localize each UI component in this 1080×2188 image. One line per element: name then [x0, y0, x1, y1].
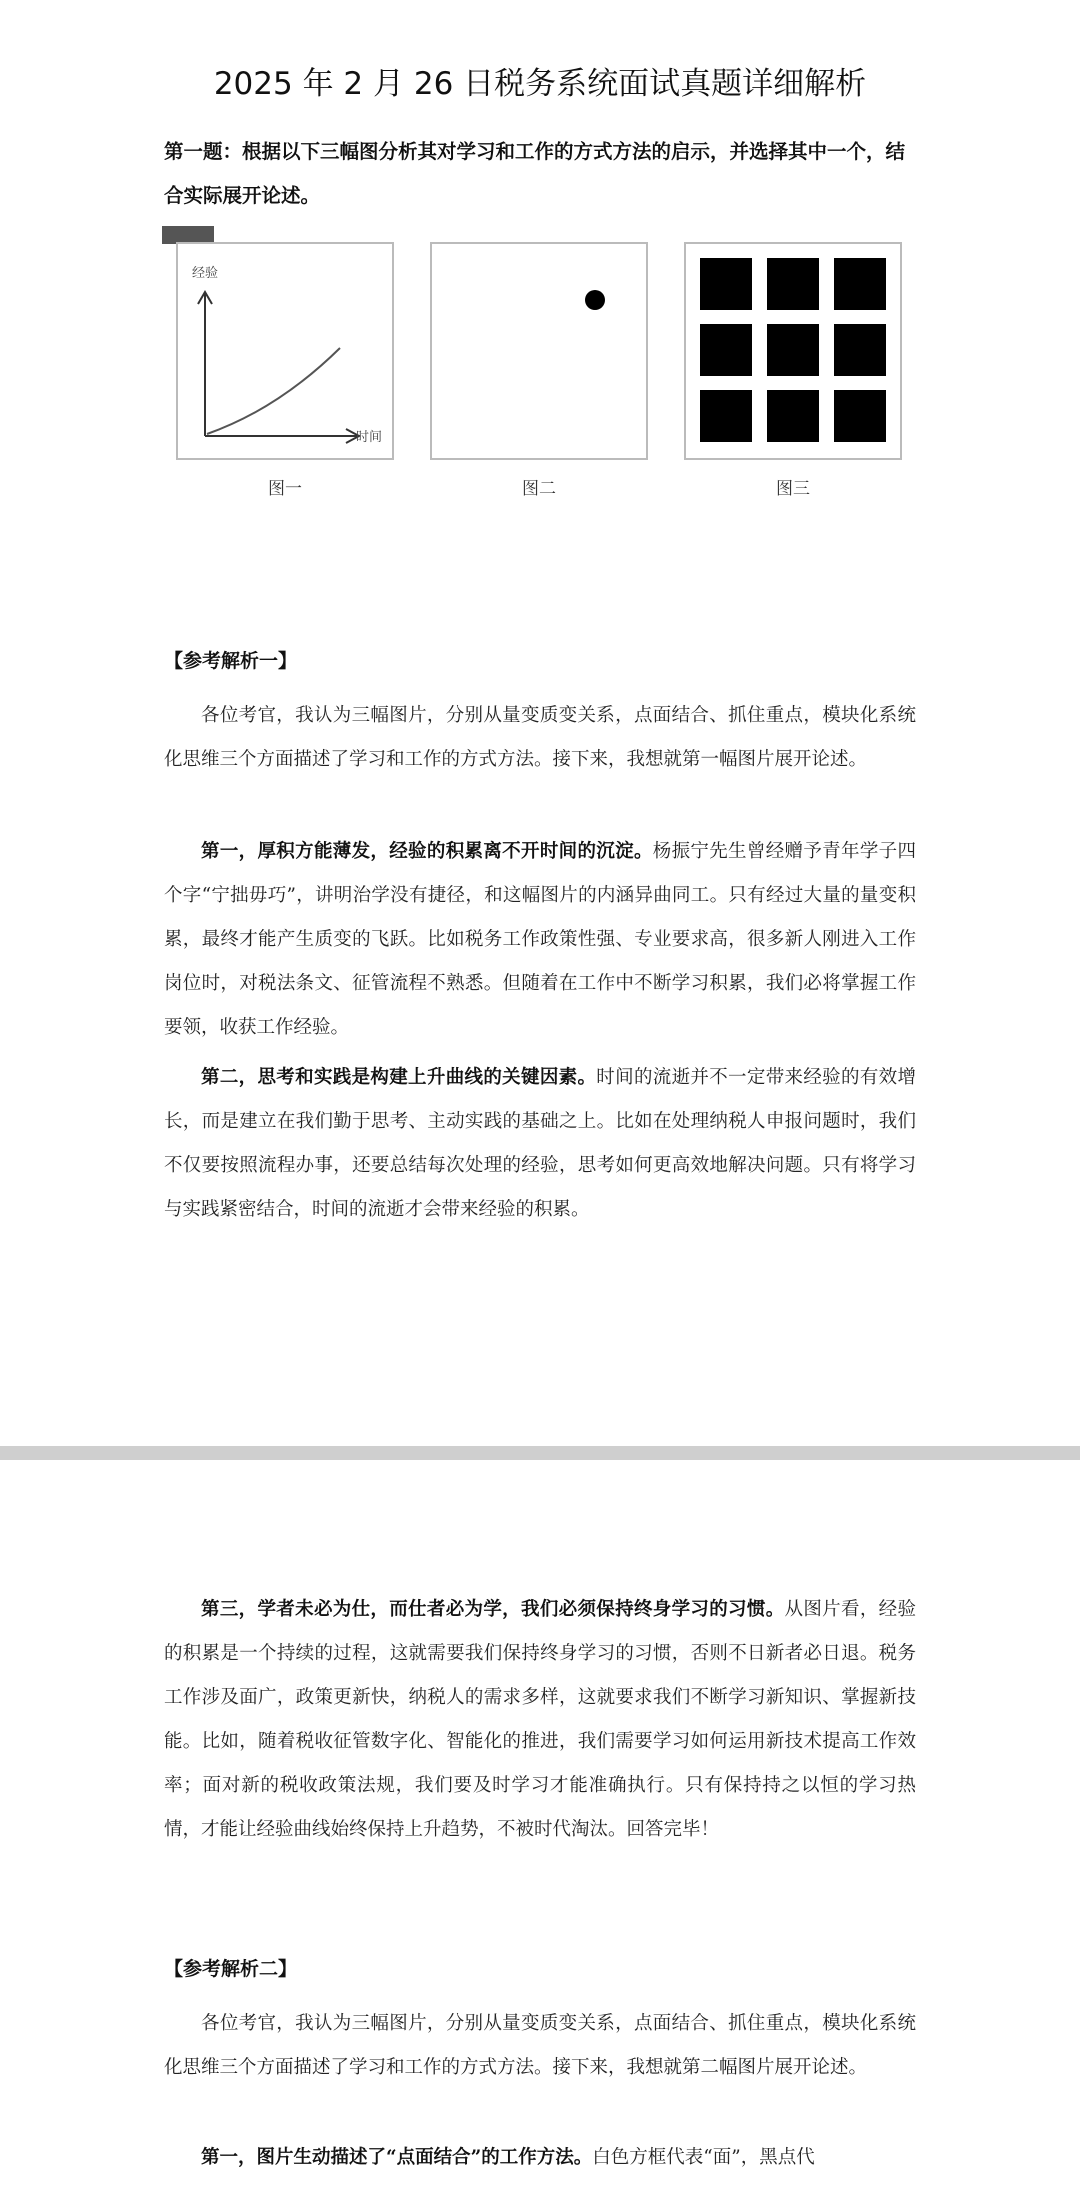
- section-1-point-2: [164, 1056, 916, 1232]
- grid-square: [700, 390, 752, 442]
- section-1-point-3: [164, 1588, 916, 1852]
- question-text: 第一题：根据以下三幅图分析其对学习和工作的方式方法的启示，并选择其中一个，结合实际展开论述。: [164, 140, 906, 207]
- figure-1-frame: [176, 242, 394, 460]
- grid-square: [767, 390, 819, 442]
- s2-point-1-body: 白色方框代表“面”，黑点代: [592, 2147, 815, 2168]
- document-page-2: [0, 1460, 1080, 2188]
- x-axis-label: 时间: [356, 430, 383, 445]
- black-dot-figure: [432, 244, 646, 458]
- point-2-body: 时间的流逝并不一定带来经验的有效增长，而是建立在我们勤于思考、主动实践的基础之上。比如在处理纳税人申报问题时，我们不仅要按照流程办事，还要总结每次处理的经验，思考如何更高效地解决问题。只有将学习与实践紧密结合，时间的流逝才会带来经验的积累。: [164, 1067, 916, 1220]
- grid-square: [700, 324, 752, 376]
- section-2-intro: 各位考官，我认为三幅图片，分别从量变质变关系，点面结合、抓住重点，模块化系统化思维三个方面描述了学习和工作的方式方法。接下来，我想就第二幅图片展开论述。: [164, 2013, 916, 2078]
- section-2-point-1: [164, 2136, 916, 2180]
- section-1-heading: 【参考解析一】: [164, 650, 298, 672]
- figure-2-frame: [430, 242, 648, 460]
- point-1-lead: 第一，厚积方能薄发，经验的积累离不开时间的沉淀。: [201, 841, 653, 862]
- grid-square: [767, 324, 819, 376]
- figure-3-frame: [684, 242, 902, 460]
- figure-3-caption: 图三: [776, 479, 810, 499]
- figure-2-caption: 图二: [522, 479, 556, 499]
- grid-square: [767, 258, 819, 310]
- square-grid-figure: [700, 258, 890, 448]
- s2-point-1-lead: 第一，图片生动描述了“点面结合”的工作方法。: [201, 2147, 593, 2168]
- grid-square: [834, 390, 886, 442]
- y-axis-label: 经验: [192, 266, 219, 281]
- point-2-lead: 第二，思考和实践是构建上升曲线的关键因素。: [201, 1067, 597, 1088]
- point-3-body: 从图片看，经验的积累是一个持续的过程，这就需要我们保持终身学习的习惯，否则不日新者必日退。税务工作涉及面广，政策更新快，纳税人的需求多样，这就要求我们不断学习新知识、掌握新技能。比如，随着税收征管数字化、智能化的推进，我们需要学习如何运用新技术提高工作效率；面对新的税收政策法规，我们要及时学习才能准确执行。只有保持持之以恒的学习热情，才能让经验曲线始终保持上升趋势，不被时代淘汰。回答完毕！: [164, 1599, 916, 1840]
- section-1-intro: 各位考官，我认为三幅图片，分别从量变质变关系，点面结合、抓住重点，模块化系统化思维三个方面描述了学习和工作的方式方法。接下来，我想就第一幅图片展开论述。: [164, 705, 916, 770]
- page-separator: [0, 1446, 1080, 1460]
- figure-1-caption: 图一: [268, 479, 302, 499]
- grid-square: [834, 324, 886, 376]
- point-1-body: 杨振宁先生曾经赠予青年学子四个字“宁拙毋巧”，讲明治学没有捷径，和这幅图片的内涵异曲同工。只有经过大量的量变积累，最终才能产生质变的飞跃。比如税务工作政策性强、专业要求高，很多新人刚进入工作岗位时，对税法条文、征管流程不熟悉。但随着在工作中不断学习积累，我们必将掌握工作要领，收获工作经验。: [164, 841, 916, 1038]
- section-2-heading: 【参考解析二】: [164, 1958, 298, 1980]
- grid-square: [700, 258, 752, 310]
- point-3-lead: 第三，学者未必为仕，而仕者必为学，我们必须保持终身学习的习惯。: [201, 1599, 785, 1620]
- page-title: 2025 年 2 月 26 日税务系统面试真题详细解析: [213, 66, 867, 102]
- section-1-point-1: [164, 830, 916, 1050]
- grid-square: [834, 258, 886, 310]
